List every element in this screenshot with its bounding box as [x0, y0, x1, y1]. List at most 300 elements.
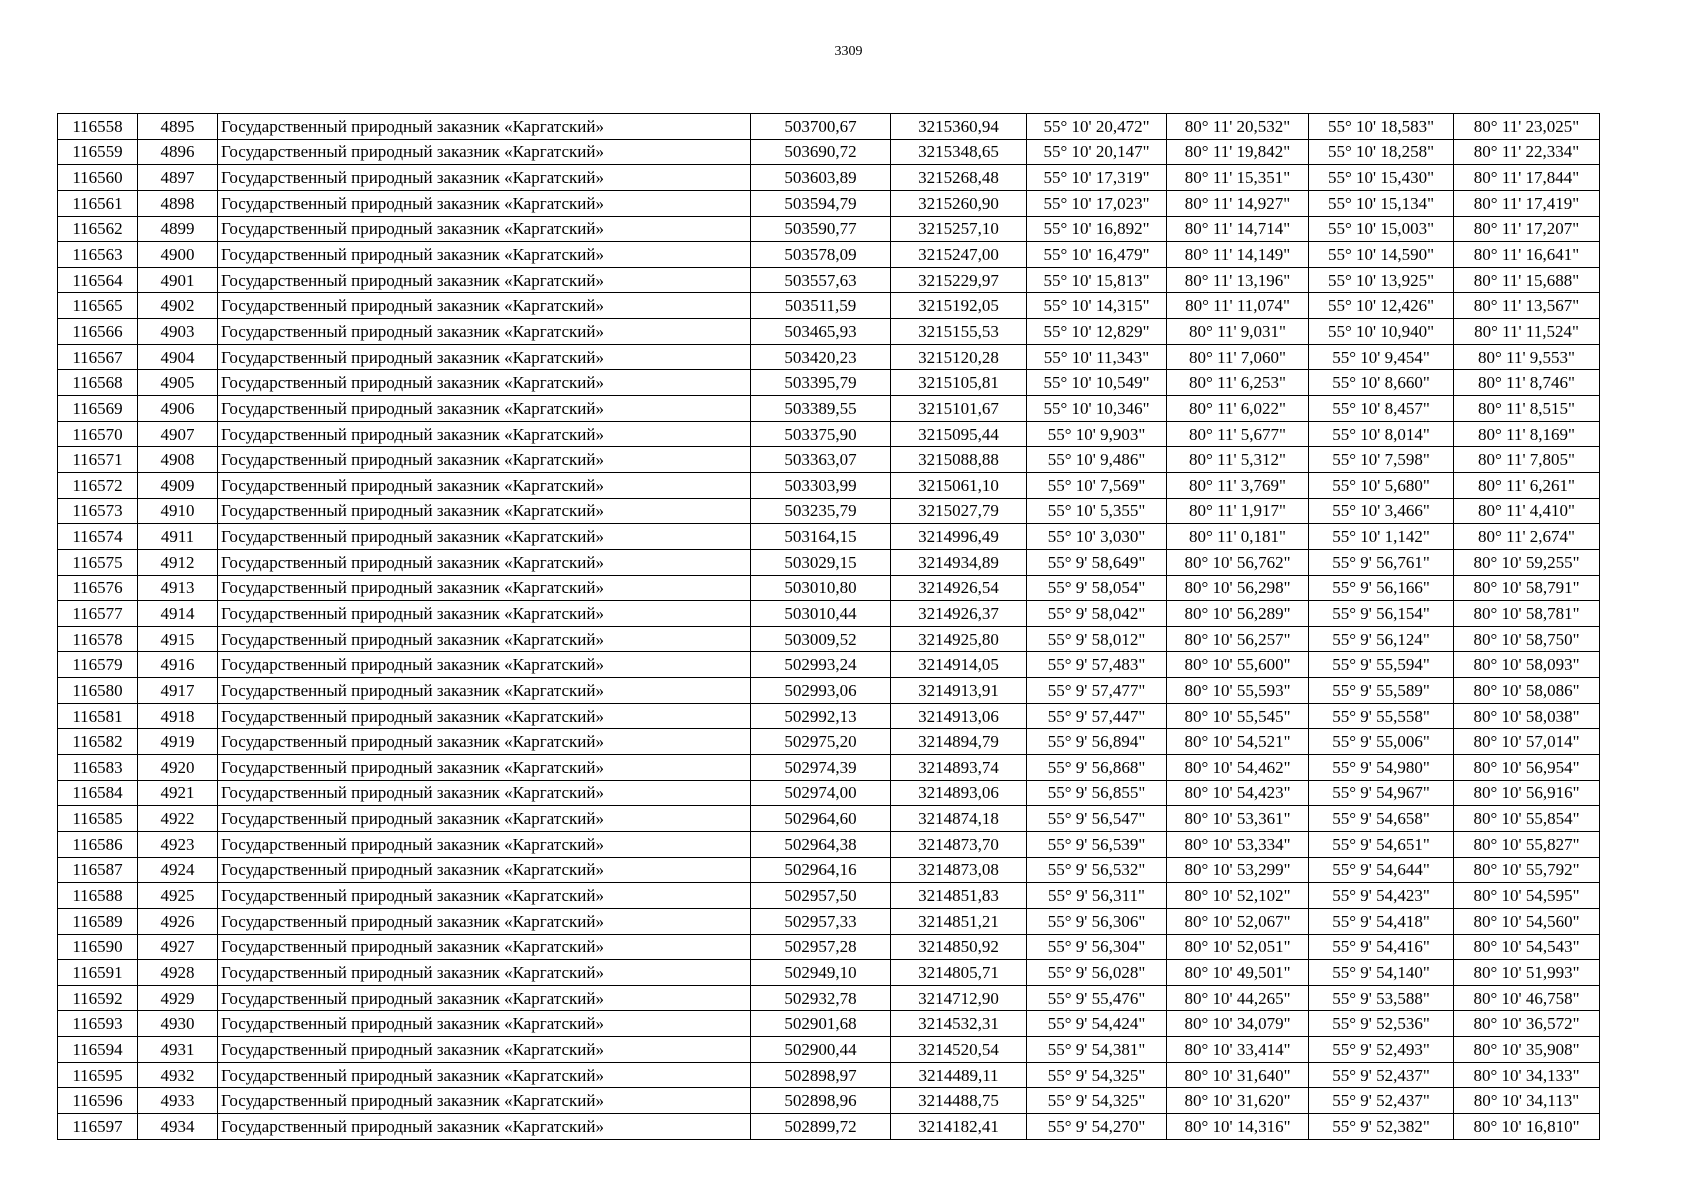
table-row: [58, 549, 1600, 575]
x-coordinate-cell: 503465,93: [751, 319, 891, 345]
longitude-2-cell: 80° 11' 9,553": [1454, 344, 1600, 370]
y-coordinate-cell: 3215155,53: [891, 319, 1027, 345]
area-name-cell: Государственный природный заказник «Каргатский»: [218, 1037, 751, 1063]
latitude-1-cell: 55° 9' 58,042": [1027, 601, 1167, 627]
table-row: [58, 216, 1600, 242]
y-coordinate-cell: 3214893,74: [891, 755, 1027, 781]
row-id-cell: 116560: [58, 165, 138, 191]
table-row: [58, 421, 1600, 447]
longitude-2-cell: 80° 10' 58,791": [1454, 575, 1600, 601]
latitude-1-cell: 55° 9' 54,424": [1027, 1011, 1167, 1037]
table-row: [58, 242, 1600, 268]
latitude-2-cell: 55° 10' 9,454": [1309, 344, 1454, 370]
latitude-1-cell: 55° 9' 58,649": [1027, 549, 1167, 575]
row-id-cell: 116561: [58, 190, 138, 216]
row-id-cell: 116584: [58, 780, 138, 806]
y-coordinate-cell: 3214712,90: [891, 985, 1027, 1011]
latitude-2-cell: 55° 9' 54,967": [1309, 780, 1454, 806]
latitude-2-cell: 55° 10' 1,142": [1309, 524, 1454, 550]
area-name-cell: Государственный природный заказник «Каргатский»: [218, 703, 751, 729]
table-row: [58, 1088, 1600, 1114]
longitude-1-cell: 80° 10' 54,462": [1167, 755, 1309, 781]
point-number-cell: 4914: [138, 601, 218, 627]
longitude-1-cell: 80° 10' 56,289": [1167, 601, 1309, 627]
longitude-2-cell: 80° 11' 22,334": [1454, 139, 1600, 165]
table-row: [58, 139, 1600, 165]
latitude-2-cell: 55° 10' 8,457": [1309, 396, 1454, 422]
table-row: [58, 370, 1600, 396]
longitude-2-cell: 80° 10' 34,113": [1454, 1088, 1600, 1114]
table-row: [58, 267, 1600, 293]
y-coordinate-cell: 3214488,75: [891, 1088, 1027, 1114]
area-name-cell: Государственный природный заказник «Каргатский»: [218, 165, 751, 191]
area-name-cell: Государственный природный заказник «Каргатский»: [218, 472, 751, 498]
table-row: [58, 703, 1600, 729]
latitude-2-cell: 55° 9' 55,589": [1309, 678, 1454, 704]
row-id-cell: 116589: [58, 908, 138, 934]
latitude-2-cell: 55° 10' 12,426": [1309, 293, 1454, 319]
latitude-1-cell: 55° 10' 10,549": [1027, 370, 1167, 396]
row-id-cell: 116595: [58, 1062, 138, 1088]
latitude-2-cell: 55° 9' 56,154": [1309, 601, 1454, 627]
area-name-cell: Государственный природный заказник «Каргатский»: [218, 934, 751, 960]
longitude-2-cell: 80° 10' 36,572": [1454, 1011, 1600, 1037]
latitude-2-cell: 55° 10' 15,134": [1309, 190, 1454, 216]
latitude-1-cell: 55° 10' 5,355": [1027, 498, 1167, 524]
latitude-1-cell: 55° 9' 56,306": [1027, 908, 1167, 934]
latitude-2-cell: 55° 9' 56,124": [1309, 626, 1454, 652]
point-number-cell: 4900: [138, 242, 218, 268]
longitude-1-cell: 80° 11' 1,917": [1167, 498, 1309, 524]
point-number-cell: 4919: [138, 729, 218, 755]
longitude-2-cell: 80° 10' 58,093": [1454, 652, 1600, 678]
x-coordinate-cell: 502898,97: [751, 1062, 891, 1088]
table-row: [58, 1062, 1600, 1088]
longitude-2-cell: 80° 10' 16,810": [1454, 1113, 1600, 1139]
x-coordinate-cell: 503363,07: [751, 447, 891, 473]
area-name-cell: Государственный природный заказник «Каргатский»: [218, 421, 751, 447]
x-coordinate-cell: 503303,99: [751, 472, 891, 498]
row-id-cell: 116592: [58, 985, 138, 1011]
latitude-1-cell: 55° 10' 3,030": [1027, 524, 1167, 550]
latitude-2-cell: 55° 9' 54,658": [1309, 806, 1454, 832]
latitude-2-cell: 55° 9' 55,594": [1309, 652, 1454, 678]
row-id-cell: 116559: [58, 139, 138, 165]
table-row: [58, 960, 1600, 986]
latitude-1-cell: 55° 10' 15,813": [1027, 267, 1167, 293]
row-id-cell: 116574: [58, 524, 138, 550]
row-id-cell: 116583: [58, 755, 138, 781]
area-name-cell: Государственный природный заказник «Каргатский»: [218, 806, 751, 832]
latitude-2-cell: 55° 9' 52,382": [1309, 1113, 1454, 1139]
row-id-cell: 116571: [58, 447, 138, 473]
table-row: [58, 396, 1600, 422]
latitude-1-cell: 55° 9' 57,447": [1027, 703, 1167, 729]
row-id-cell: 116586: [58, 831, 138, 857]
latitude-1-cell: 55° 10' 17,319": [1027, 165, 1167, 191]
table-row: [58, 729, 1600, 755]
y-coordinate-cell: 3215260,90: [891, 190, 1027, 216]
latitude-2-cell: 55° 9' 52,437": [1309, 1088, 1454, 1114]
longitude-2-cell: 80° 10' 34,133": [1454, 1062, 1600, 1088]
latitude-1-cell: 55° 9' 56,855": [1027, 780, 1167, 806]
y-coordinate-cell: 3214851,83: [891, 883, 1027, 909]
x-coordinate-cell: 503009,52: [751, 626, 891, 652]
table-body: [58, 114, 1600, 1140]
point-number-cell: 4925: [138, 883, 218, 909]
area-name-cell: Государственный природный заказник «Каргатский»: [218, 1113, 751, 1139]
latitude-1-cell: 55° 10' 9,903": [1027, 421, 1167, 447]
latitude-1-cell: 55° 10' 20,472": [1027, 114, 1167, 140]
longitude-2-cell: 80° 10' 58,038": [1454, 703, 1600, 729]
y-coordinate-cell: 3215027,79: [891, 498, 1027, 524]
area-name-cell: Государственный природный заказник «Каргатский»: [218, 985, 751, 1011]
row-id-cell: 116585: [58, 806, 138, 832]
x-coordinate-cell: 502993,06: [751, 678, 891, 704]
latitude-2-cell: 55° 9' 54,418": [1309, 908, 1454, 934]
x-coordinate-cell: 503578,09: [751, 242, 891, 268]
longitude-2-cell: 80° 11' 2,674": [1454, 524, 1600, 550]
longitude-2-cell: 80° 10' 55,792": [1454, 857, 1600, 883]
longitude-2-cell: 80° 10' 57,014": [1454, 729, 1600, 755]
latitude-1-cell: 55° 9' 54,325": [1027, 1088, 1167, 1114]
latitude-1-cell: 55° 9' 56,539": [1027, 831, 1167, 857]
latitude-1-cell: 55° 9' 56,311": [1027, 883, 1167, 909]
longitude-2-cell: 80° 10' 55,827": [1454, 831, 1600, 857]
point-number-cell: 4905: [138, 370, 218, 396]
latitude-2-cell: 55° 9' 54,980": [1309, 755, 1454, 781]
y-coordinate-cell: 3214851,21: [891, 908, 1027, 934]
longitude-1-cell: 80° 11' 11,074": [1167, 293, 1309, 319]
latitude-1-cell: 55° 10' 7,569": [1027, 472, 1167, 498]
point-number-cell: 4898: [138, 190, 218, 216]
latitude-2-cell: 55° 10' 10,940": [1309, 319, 1454, 345]
y-coordinate-cell: 3215105,81: [891, 370, 1027, 396]
x-coordinate-cell: 503395,79: [751, 370, 891, 396]
x-coordinate-cell: 503594,79: [751, 190, 891, 216]
table-row: [58, 831, 1600, 857]
y-coordinate-cell: 3214532,31: [891, 1011, 1027, 1037]
longitude-1-cell: 80° 10' 54,423": [1167, 780, 1309, 806]
longitude-2-cell: 80° 11' 8,515": [1454, 396, 1600, 422]
longitude-1-cell: 80° 10' 56,298": [1167, 575, 1309, 601]
y-coordinate-cell: 3214913,06: [891, 703, 1027, 729]
table-row: [58, 678, 1600, 704]
longitude-2-cell: 80° 11' 17,844": [1454, 165, 1600, 191]
table-row: [58, 165, 1600, 191]
longitude-1-cell: 80° 11' 14,927": [1167, 190, 1309, 216]
y-coordinate-cell: 3214996,49: [891, 524, 1027, 550]
y-coordinate-cell: 3215229,97: [891, 267, 1027, 293]
area-name-cell: Государственный природный заказник «Каргатский»: [218, 524, 751, 550]
longitude-1-cell: 80° 11' 5,677": [1167, 421, 1309, 447]
longitude-2-cell: 80° 10' 55,854": [1454, 806, 1600, 832]
longitude-2-cell: 80° 10' 58,086": [1454, 678, 1600, 704]
latitude-1-cell: 55° 9' 54,325": [1027, 1062, 1167, 1088]
point-number-cell: 4897: [138, 165, 218, 191]
row-id-cell: 116576: [58, 575, 138, 601]
point-number-cell: 4933: [138, 1088, 218, 1114]
area-name-cell: Государственный природный заказник «Каргатский»: [218, 293, 751, 319]
area-name-cell: Государственный природный заказник «Каргатский»: [218, 114, 751, 140]
longitude-1-cell: 80° 10' 55,600": [1167, 652, 1309, 678]
x-coordinate-cell: 502901,68: [751, 1011, 891, 1037]
x-coordinate-cell: 502975,20: [751, 729, 891, 755]
longitude-1-cell: 80° 10' 31,640": [1167, 1062, 1309, 1088]
row-id-cell: 116594: [58, 1037, 138, 1063]
latitude-2-cell: 55° 10' 14,590": [1309, 242, 1454, 268]
latitude-2-cell: 55° 9' 52,437": [1309, 1062, 1454, 1088]
longitude-2-cell: 80° 10' 51,993": [1454, 960, 1600, 986]
row-id-cell: 116568: [58, 370, 138, 396]
area-name-cell: Государственный природный заказник «Каргатский»: [218, 370, 751, 396]
y-coordinate-cell: 3214874,18: [891, 806, 1027, 832]
y-coordinate-cell: 3215192,05: [891, 293, 1027, 319]
point-number-cell: 4932: [138, 1062, 218, 1088]
area-name-cell: Государственный природный заказник «Каргатский»: [218, 857, 751, 883]
y-coordinate-cell: 3214893,06: [891, 780, 1027, 806]
latitude-1-cell: 55° 9' 57,483": [1027, 652, 1167, 678]
longitude-2-cell: 80° 10' 54,543": [1454, 934, 1600, 960]
table-row: [58, 626, 1600, 652]
row-id-cell: 116564: [58, 267, 138, 293]
latitude-2-cell: 55° 9' 54,416": [1309, 934, 1454, 960]
area-name-cell: Государственный природный заказник «Каргатский»: [218, 139, 751, 165]
table-row: [58, 908, 1600, 934]
row-id-cell: 116566: [58, 319, 138, 345]
row-id-cell: 116596: [58, 1088, 138, 1114]
latitude-1-cell: 55° 10' 17,023": [1027, 190, 1167, 216]
longitude-1-cell: 80° 10' 54,521": [1167, 729, 1309, 755]
latitude-2-cell: 55° 9' 56,761": [1309, 549, 1454, 575]
point-number-cell: 4918: [138, 703, 218, 729]
y-coordinate-cell: 3214934,89: [891, 549, 1027, 575]
latitude-2-cell: 55° 10' 8,014": [1309, 421, 1454, 447]
point-number-cell: 4906: [138, 396, 218, 422]
y-coordinate-cell: 3214926,37: [891, 601, 1027, 627]
longitude-1-cell: 80° 11' 0,181": [1167, 524, 1309, 550]
y-coordinate-cell: 3215101,67: [891, 396, 1027, 422]
point-number-cell: 4927: [138, 934, 218, 960]
y-coordinate-cell: 3215095,44: [891, 421, 1027, 447]
row-id-cell: 116587: [58, 857, 138, 883]
area-name-cell: Государственный природный заказник «Каргатский»: [218, 729, 751, 755]
y-coordinate-cell: 3214926,54: [891, 575, 1027, 601]
area-name-cell: Государственный природный заказник «Каргатский»: [218, 626, 751, 652]
table-row: [58, 1113, 1600, 1139]
table-row: [58, 1011, 1600, 1037]
longitude-2-cell: 80° 11' 8,169": [1454, 421, 1600, 447]
area-name-cell: Государственный природный заказник «Каргатский»: [218, 601, 751, 627]
x-coordinate-cell: 503690,72: [751, 139, 891, 165]
area-name-cell: Государственный природный заказник «Каргатский»: [218, 575, 751, 601]
latitude-2-cell: 55° 9' 52,536": [1309, 1011, 1454, 1037]
longitude-2-cell: 80° 11' 7,805": [1454, 447, 1600, 473]
latitude-2-cell: 55° 9' 54,140": [1309, 960, 1454, 986]
area-name-cell: Государственный природный заказник «Каргатский»: [218, 1011, 751, 1037]
latitude-1-cell: 55° 10' 9,486": [1027, 447, 1167, 473]
row-id-cell: 116582: [58, 729, 138, 755]
area-name-cell: Государственный природный заказник «Каргатский»: [218, 652, 751, 678]
longitude-1-cell: 80° 11' 6,022": [1167, 396, 1309, 422]
latitude-1-cell: 55° 9' 58,054": [1027, 575, 1167, 601]
x-coordinate-cell: 502957,28: [751, 934, 891, 960]
x-coordinate-cell: 502964,60: [751, 806, 891, 832]
latitude-1-cell: 55° 10' 16,892": [1027, 216, 1167, 242]
area-name-cell: Государственный природный заказник «Каргатский»: [218, 780, 751, 806]
longitude-2-cell: 80° 11' 15,688": [1454, 267, 1600, 293]
y-coordinate-cell: 3215348,65: [891, 139, 1027, 165]
latitude-2-cell: 55° 10' 3,466": [1309, 498, 1454, 524]
longitude-2-cell: 80° 10' 56,954": [1454, 755, 1600, 781]
longitude-2-cell: 80° 10' 35,908": [1454, 1037, 1600, 1063]
x-coordinate-cell: 502993,24: [751, 652, 891, 678]
longitude-2-cell: 80° 10' 59,255": [1454, 549, 1600, 575]
x-coordinate-cell: 503010,80: [751, 575, 891, 601]
longitude-1-cell: 80° 10' 56,762": [1167, 549, 1309, 575]
longitude-1-cell: 80° 11' 6,253": [1167, 370, 1309, 396]
y-coordinate-cell: 3214913,91: [891, 678, 1027, 704]
row-id-cell: 116572: [58, 472, 138, 498]
area-name-cell: Государственный природный заказник «Каргатский»: [218, 344, 751, 370]
y-coordinate-cell: 3215061,10: [891, 472, 1027, 498]
longitude-1-cell: 80° 11' 13,196": [1167, 267, 1309, 293]
area-name-cell: Государственный природный заказник «Каргатский»: [218, 190, 751, 216]
x-coordinate-cell: 502974,39: [751, 755, 891, 781]
longitude-1-cell: 80° 10' 34,079": [1167, 1011, 1309, 1037]
longitude-1-cell: 80° 11' 3,769": [1167, 472, 1309, 498]
table-row: [58, 524, 1600, 550]
y-coordinate-cell: 3215088,88: [891, 447, 1027, 473]
table-row: [58, 114, 1600, 140]
table-row: [58, 344, 1600, 370]
latitude-1-cell: 55° 9' 54,381": [1027, 1037, 1167, 1063]
longitude-1-cell: 80° 10' 53,361": [1167, 806, 1309, 832]
x-coordinate-cell: 503010,44: [751, 601, 891, 627]
page-number: 3309: [834, 44, 863, 59]
point-number-cell: 4899: [138, 216, 218, 242]
longitude-1-cell: 80° 11' 19,842": [1167, 139, 1309, 165]
table-row: [58, 472, 1600, 498]
table-row: [58, 985, 1600, 1011]
longitude-1-cell: 80° 11' 14,714": [1167, 216, 1309, 242]
latitude-1-cell: 55° 10' 14,315": [1027, 293, 1167, 319]
area-name-cell: Государственный природный заказник «Каргатский»: [218, 908, 751, 934]
point-number-cell: 4924: [138, 857, 218, 883]
y-coordinate-cell: 3214805,71: [891, 960, 1027, 986]
latitude-1-cell: 55° 10' 12,829": [1027, 319, 1167, 345]
latitude-2-cell: 55° 10' 18,583": [1309, 114, 1454, 140]
area-name-cell: Государственный природный заказник «Каргатский»: [218, 498, 751, 524]
longitude-2-cell: 80° 10' 54,595": [1454, 883, 1600, 909]
point-number-cell: 4926: [138, 908, 218, 934]
row-id-cell: 116590: [58, 934, 138, 960]
point-number-cell: 4922: [138, 806, 218, 832]
row-id-cell: 116565: [58, 293, 138, 319]
longitude-2-cell: 80° 11' 17,207": [1454, 216, 1600, 242]
point-number-cell: 4929: [138, 985, 218, 1011]
row-id-cell: 116573: [58, 498, 138, 524]
coordinates-table: [57, 113, 1600, 1140]
table-row: [58, 755, 1600, 781]
point-number-cell: 4907: [138, 421, 218, 447]
latitude-2-cell: 55° 9' 53,588": [1309, 985, 1454, 1011]
point-number-cell: 4931: [138, 1037, 218, 1063]
latitude-2-cell: 55° 10' 8,660": [1309, 370, 1454, 396]
longitude-1-cell: 80° 10' 49,501": [1167, 960, 1309, 986]
point-number-cell: 4911: [138, 524, 218, 550]
point-number-cell: 4902: [138, 293, 218, 319]
point-number-cell: 4910: [138, 498, 218, 524]
point-number-cell: 4934: [138, 1113, 218, 1139]
table-row: [58, 319, 1600, 345]
longitude-1-cell: 80° 10' 14,316": [1167, 1113, 1309, 1139]
point-number-cell: 4915: [138, 626, 218, 652]
table-row: [58, 806, 1600, 832]
x-coordinate-cell: 503375,90: [751, 421, 891, 447]
y-coordinate-cell: 3214873,08: [891, 857, 1027, 883]
x-coordinate-cell: 502957,33: [751, 908, 891, 934]
row-id-cell: 116558: [58, 114, 138, 140]
latitude-1-cell: 55° 10' 16,479": [1027, 242, 1167, 268]
y-coordinate-cell: 3215120,28: [891, 344, 1027, 370]
latitude-1-cell: 55° 10' 11,343": [1027, 344, 1167, 370]
table-row: [58, 652, 1600, 678]
x-coordinate-cell: 502957,50: [751, 883, 891, 909]
table-row: [58, 934, 1600, 960]
latitude-1-cell: 55° 9' 55,476": [1027, 985, 1167, 1011]
area-name-cell: Государственный природный заказник «Каргатский»: [218, 242, 751, 268]
area-name-cell: Государственный природный заказник «Каргатский»: [218, 396, 751, 422]
table-row: [58, 190, 1600, 216]
y-coordinate-cell: 3214914,05: [891, 652, 1027, 678]
area-name-cell: Государственный природный заказник «Каргатский»: [218, 883, 751, 909]
point-number-cell: 4908: [138, 447, 218, 473]
y-coordinate-cell: 3214925,80: [891, 626, 1027, 652]
row-id-cell: 116563: [58, 242, 138, 268]
table-row: [58, 1037, 1600, 1063]
table-row: [58, 498, 1600, 524]
y-coordinate-cell: 3214182,41: [891, 1113, 1027, 1139]
x-coordinate-cell: 503557,63: [751, 267, 891, 293]
longitude-2-cell: 80° 10' 56,916": [1454, 780, 1600, 806]
x-coordinate-cell: 503164,15: [751, 524, 891, 550]
latitude-2-cell: 55° 10' 7,598": [1309, 447, 1454, 473]
row-id-cell: 116577: [58, 601, 138, 627]
row-id-cell: 116562: [58, 216, 138, 242]
table-row: [58, 447, 1600, 473]
longitude-1-cell: 80° 11' 5,312": [1167, 447, 1309, 473]
latitude-2-cell: 55° 9' 56,166": [1309, 575, 1454, 601]
row-id-cell: 116597: [58, 1113, 138, 1139]
longitude-1-cell: 80° 10' 52,067": [1167, 908, 1309, 934]
area-name-cell: Государственный природный заказник «Каргатский»: [218, 447, 751, 473]
y-coordinate-cell: 3215268,48: [891, 165, 1027, 191]
latitude-2-cell: 55° 10' 18,258": [1309, 139, 1454, 165]
longitude-2-cell: 80° 10' 58,781": [1454, 601, 1600, 627]
longitude-1-cell: 80° 10' 53,299": [1167, 857, 1309, 883]
latitude-2-cell: 55° 10' 13,925": [1309, 267, 1454, 293]
latitude-1-cell: 55° 9' 58,012": [1027, 626, 1167, 652]
longitude-1-cell: 80° 10' 53,334": [1167, 831, 1309, 857]
longitude-1-cell: 80° 11' 14,149": [1167, 242, 1309, 268]
point-number-cell: 4923: [138, 831, 218, 857]
longitude-2-cell: 80° 11' 13,567": [1454, 293, 1600, 319]
latitude-2-cell: 55° 9' 54,651": [1309, 831, 1454, 857]
point-number-cell: 4928: [138, 960, 218, 986]
latitude-1-cell: 55° 9' 56,028": [1027, 960, 1167, 986]
y-coordinate-cell: 3214894,79: [891, 729, 1027, 755]
